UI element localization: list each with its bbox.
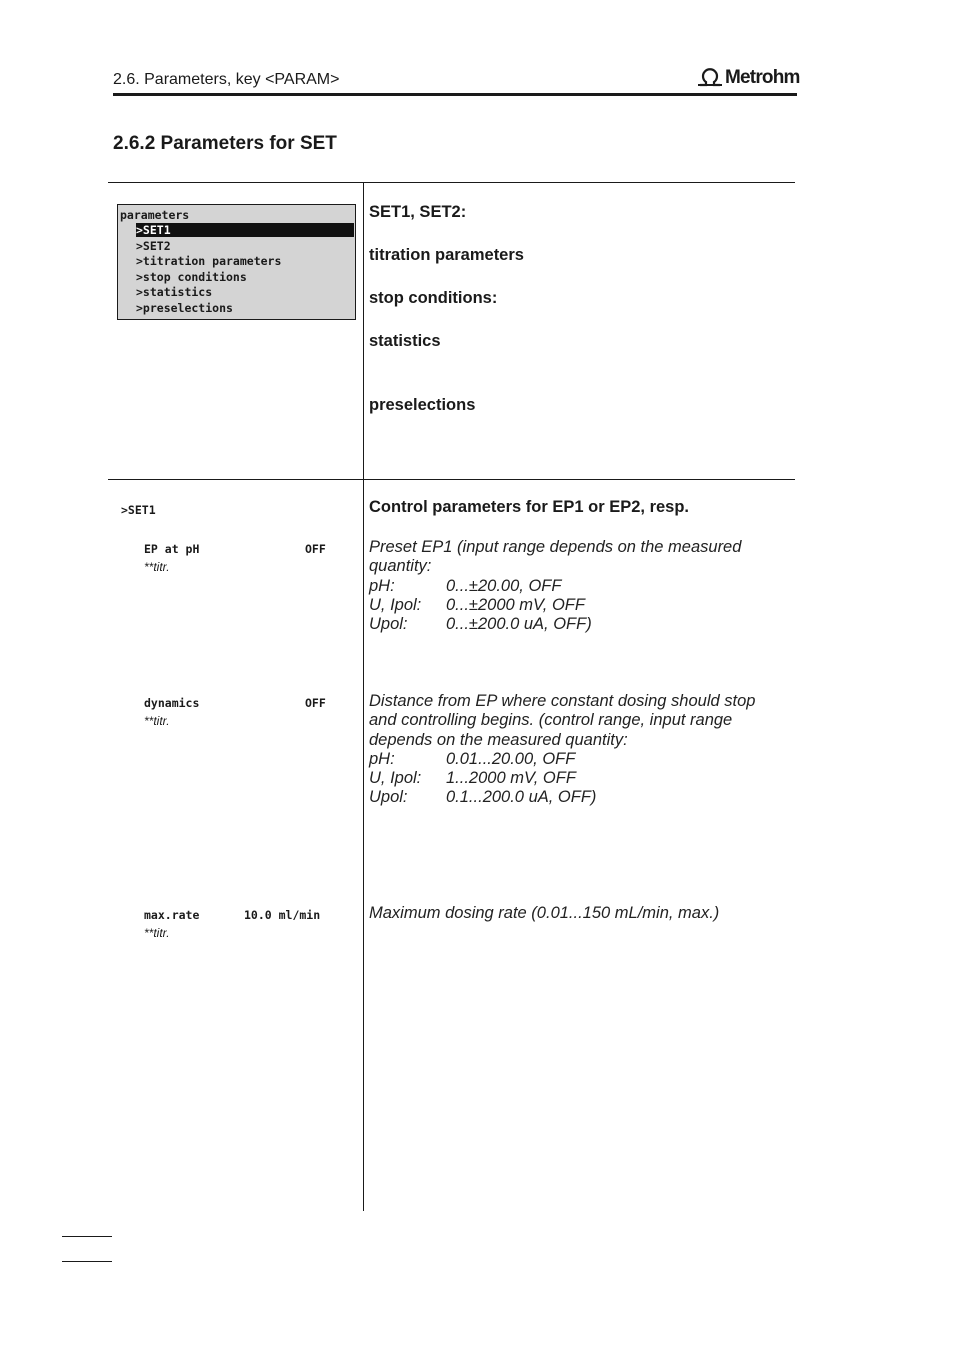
range-row — [369, 577, 741, 596]
param-ep-note: **titr. — [144, 560, 170, 574]
header-rule — [113, 93, 797, 96]
lcd-line-title: parameters — [120, 208, 190, 222]
footer-rule — [62, 1261, 112, 1262]
lcd-line: >titration parameters — [136, 254, 282, 268]
table-mid-rule — [108, 479, 795, 480]
term-set: SET1, SET2: — [369, 203, 467, 221]
section-title: 2.6.2 Parameters for SET — [113, 133, 337, 154]
brand-logo — [697, 66, 800, 90]
set1-label: >SET1 — [121, 503, 156, 517]
range-value: 0.01...20.00, OFF — [446, 749, 576, 768]
running-header: 2.6. Parameters, key <PARAM> — [113, 71, 340, 88]
term-statistics: statistics — [369, 332, 441, 350]
term-preselections: preselections — [369, 396, 476, 414]
range-label: Upol: — [369, 615, 408, 634]
lcd-line-selected: >SET1 — [136, 223, 354, 237]
desc-line: Preset EP1 (input range depends on the measured — [369, 538, 742, 556]
param-dynamics-description — [369, 692, 755, 808]
lcd-display — [117, 204, 356, 320]
param-maxrate-note: **titr. — [144, 926, 170, 940]
desc-line: and controlling begins. (control range, input range — [369, 711, 733, 730]
lcd-line: >statistics — [136, 285, 213, 299]
param-dynamics-name: dynamics — [144, 696, 200, 710]
lcd-line: >preselections — [136, 301, 233, 315]
omega-logo-icon — [697, 65, 723, 92]
param-ep-value: OFF — [305, 542, 326, 556]
set1-heading: Control parameters for EP1 or EP2, resp. — [369, 498, 690, 516]
desc-line: Distance from EP where constant dosing should stop — [369, 692, 756, 710]
range-label: Upol: — [369, 788, 408, 807]
param-dynamics-value: OFF — [305, 696, 326, 710]
range-value: 0...±20.00, OFF — [446, 576, 562, 595]
param-maxrate-description: Maximum dosing rate (0.01...150 mL/min, max.) — [369, 904, 720, 922]
footer-rule — [62, 1236, 112, 1237]
param-maxrate-name: max.rate — [144, 908, 200, 922]
range-row — [369, 788, 755, 807]
range-label: pH: — [369, 749, 395, 768]
range-row — [369, 596, 741, 615]
range-label: U, Ipol: — [369, 595, 422, 614]
term-stop-conditions: stop conditions: — [369, 289, 498, 307]
desc-line: depends on the measured quantity: — [369, 730, 628, 749]
term-titration-parameters: titration parameters — [369, 246, 524, 264]
lcd-line: >stop conditions — [136, 270, 247, 284]
range-row — [369, 769, 755, 788]
param-ep-description — [369, 538, 741, 634]
param-dynamics-note: **titr. — [144, 714, 170, 728]
brand-name: Metrohm — [725, 67, 800, 88]
param-maxrate-value: 10.0 ml/min — [244, 908, 321, 922]
range-value: 0.1...200.0 uA, OFF) — [446, 788, 597, 807]
range-row — [369, 615, 741, 634]
table-top-rule — [108, 182, 795, 183]
column-divider — [363, 182, 364, 1211]
range-label: U, Ipol: — [369, 769, 422, 788]
range-row — [369, 750, 755, 769]
range-value: 1...2000 mV, OFF — [446, 769, 576, 788]
desc-line: quantity: — [369, 557, 432, 576]
range-value: 0...±2000 mV, OFF — [446, 595, 585, 614]
param-ep-name: EP at pH — [144, 542, 200, 556]
range-value: 0...±200.0 uA, OFF) — [446, 615, 592, 634]
lcd-line: >SET2 — [136, 239, 171, 253]
range-label: pH: — [369, 576, 395, 595]
